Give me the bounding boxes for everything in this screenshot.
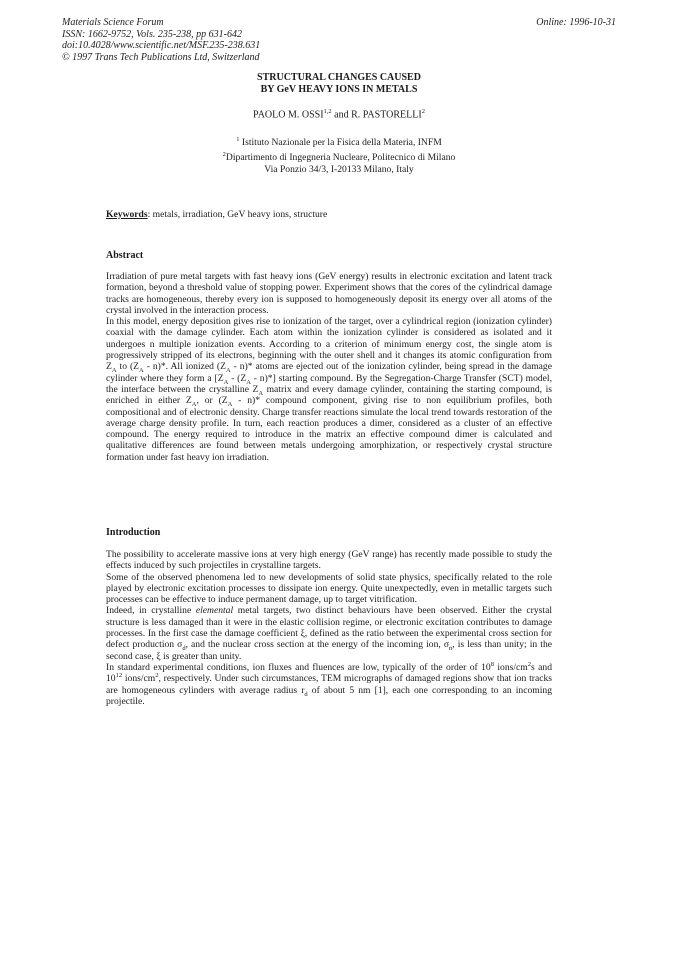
intro-paragraph-3: Indeed, in crystalline elemental metal targets, two distinct behaviours have been observed. Either the crystal structure is less damaged than it were in the elastic collision regime, or electronic excitation contributes to damage processes. In the first case the damage coefficient ξ, defined as the ratio between the experimental cross section for defect production $\sigma_d$, and the nuclear cross section at the energy of the incoming ion, $\sigma_n$, is less than unity; in the second case, ξ is greater than unity. [106,605,552,662]
author-1-affil: 1,2 [323,108,332,115]
introduction-heading: Introduction [106,527,161,538]
copyright-line: © 1997 Trans Tech Publications Ltd, Switzerland [62,51,260,63]
journal-name: Materials Science Forum [62,17,164,28]
abstract-paragraph-2: In this model, energy deposition gives rise to ionization of the target, over a cylindrical region (ionization cylinder) coaxial with the damage cylinder. Each atom within the ionization cylinder is considered as isolated and it undergoes n multiple ionization events. According to a criterion of minimum energy cost, the single atom is progressively stripped of its electrons, beginning with the outer shell and it changes its atomic configuration from $Z_A$ to $(Z_A - n)*$. All ionized $(Z_A - n)*$ atoms are ejected out of the ionization cylinder, being spread in the damage cylinder where they form a $[Z_A - (Z_A - n)*]$ starting compound. By the Segregation-Charge Transfer (SCT) model, the interface between the crystalline $Z_A$ matrix and every damage cylinder, containing the starting compound, is enriched in either $Z_A$, or $(Z_A - n)*$ compound component, giving rise to non equilibrium profiles, both compositional and of electronic density. Charge transfer reactions simulate the local trend towards restoration of the average charge density profile. In turn, each reaction produces a dimer, considered as a cluster of an effective compound. The energy required to introduce in the matrix an effective compound dimer is calculated and qualitative differences are found between metals undergoing amorphization, or respectively crystal structure formation under fast heavy ion irradiation. [106,316,552,463]
keywords-colon: : [147,209,153,220]
title-line-1: STRUCTURAL CHANGES CAUSED [257,72,421,83]
affiliation-2 [0,149,678,164]
affiliations [0,134,678,175]
running-header [62,17,260,63]
intro-paragraph-4: In standard experimental conditions, ion fluxes and fluences are low, typically of the order of $10^8$ ions/$cm^2s$ and $10^{12}$ ions/$cm^2$, respectively. Under such circumstances, TEM micrographs of damaged regions show that ion tracks are homogeneous cylinders with average radius $r_d$ of about 5 nm [1], each one corresponding to an incoming projectile. [106,660,553,707]
affiliation-1 [0,134,678,149]
affiliation-2-text: Dipartimento di Ingegneria Nucleare, Politecnico di Milano [225,151,456,163]
affiliation-1-text: Istituto Nazionale per la Fisica della Materia, INFM [239,137,442,149]
intro-paragraph-1: The possibility to accelerate massive ions at very high energy (GeV range) has recently made possible to study the effects induced by such projectiles in crystalline targets. [106,549,552,572]
author-2: R. PASTORELLI [351,109,422,121]
author-2-affil: 2 [421,108,425,115]
intro-paragraph-2: Some of the observed phenomena led to new developments of solid state physics, specifically related to the role played by electronic excitation processes to dissipate ion energy. Quite unexpectedly, even in metallic targets such processes can be effective to induce permanent damage, up to target vitrification. [106,571,552,606]
keywords-line [106,209,327,220]
abstract-paragraph-1: Irradiation of pure metal targets with fast heavy ions (GeV energy) results in electronic excitation and latent track formation, beyond a threshold value of stopping power. Experiment shows that the cores of the cylindrical damage tracks are homogeneous, thereby every ion is supposed to homogeneously deposit its energy over all atoms of the crystal involved in the interaction process. [106,271,552,316]
affiliation-2-number: 2 [222,150,226,158]
abstract-body [106,271,552,463]
issn-line: ISSN: 1662-9752, Vols. 235-238, pp 631-642 [62,28,242,40]
author-1: PAOLO M. OSSI [253,109,324,121]
author-list [0,108,678,120]
doi-line: doi:10.4028/www.scientific.net/MSF.235-238.631 [62,40,261,52]
affiliation-1-number: 1 [236,136,240,143]
keywords-text: metals, irradiation, GeV heavy ions, structure [152,209,328,220]
title-line-2: BY GeV HEAVY IONS IN METALS [260,83,418,95]
introduction-body [106,549,552,707]
online-date: Online: 1996-10-31 [536,17,616,28]
abstract-heading: Abstract [106,250,144,261]
keywords-label: Keywords [106,209,148,220]
affiliation-address: Via Ponzio 34/3, I-20133 Milano, Italy [264,163,414,175]
author-joiner: and [331,109,352,121]
paper-title [0,72,678,95]
